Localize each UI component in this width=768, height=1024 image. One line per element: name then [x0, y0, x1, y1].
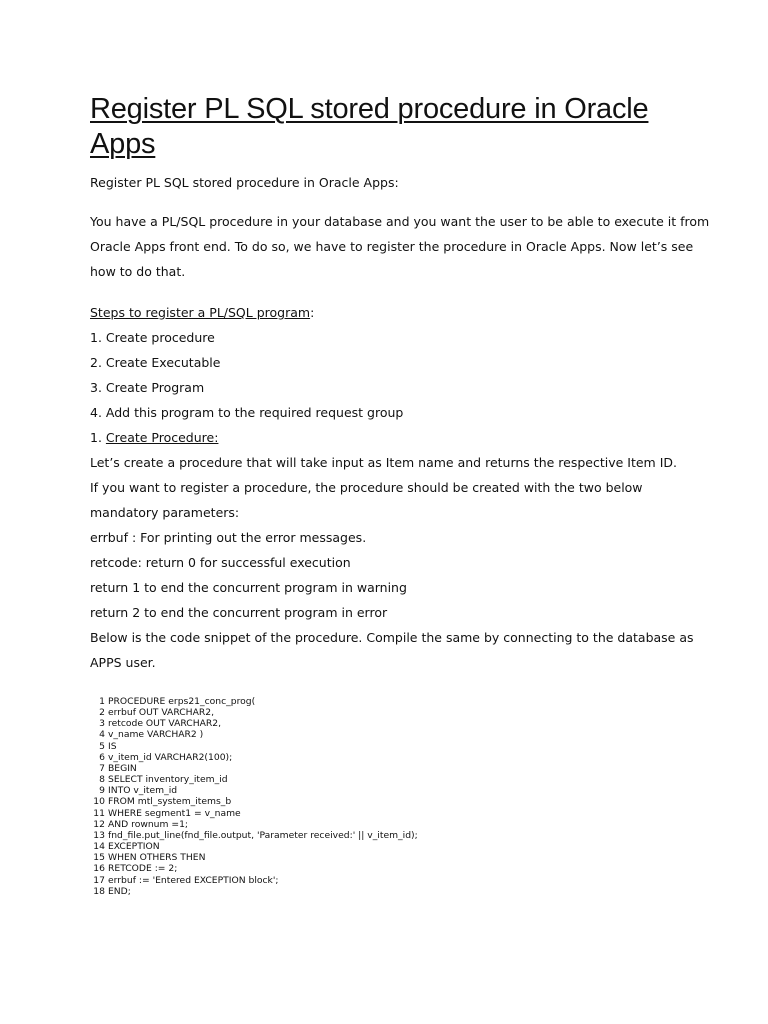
line-number: 1	[99, 696, 105, 707]
list-item: 1. Create procedure	[90, 330, 215, 345]
code-text: INTO v_item_id	[108, 785, 178, 797]
list-item: 2. Create Executable	[90, 355, 221, 370]
code-line	[91, 741, 710, 752]
subtitle: Register PL SQL stored procedure in Oracle Apps:	[90, 175, 399, 190]
section-number: 1.	[90, 430, 106, 445]
line-number: 3	[99, 718, 105, 730]
body-line: Below is the code snippet of the procedure. Compile the same by connecting to the database as APPS user.	[90, 630, 694, 670]
line-number: 12	[93, 818, 105, 830]
code-text: fnd_file.put_line(fnd_file.output, 'Parameter received:' || v_item_id);	[108, 829, 418, 841]
code-line	[91, 718, 710, 729]
code-text: WHEN OTHERS THEN	[108, 852, 206, 864]
body-line: If you want to register a procedure, the procedure should be created with the two below mandatory parameters:	[90, 480, 643, 520]
line-number: 15	[93, 852, 105, 864]
list-item: 4. Add this program to the required request group	[90, 405, 404, 420]
line-number: 11	[93, 807, 105, 819]
code-line	[91, 808, 710, 819]
line-number: 6	[99, 751, 105, 763]
body-line: Let’s create a procedure that will take input as Item name and returns the respective Item ID.	[90, 455, 677, 470]
line-number: 5	[99, 740, 105, 752]
section-body	[90, 450, 710, 675]
code-text: retcode OUT VARCHAR2,	[108, 718, 222, 730]
code-line	[91, 785, 710, 796]
code-line	[91, 863, 710, 874]
line-number: 4	[99, 729, 105, 741]
document-page	[90, 92, 710, 897]
code-text: SELECT inventory_item_id	[108, 774, 228, 786]
line-number: 8	[99, 774, 105, 786]
code-line	[91, 819, 710, 830]
body-line: return 2 to end the concurrent program in error	[90, 605, 388, 620]
steps-heading-colon: :	[310, 305, 315, 320]
line-number: 7	[99, 762, 105, 774]
code-line	[91, 830, 710, 841]
code-text: v_item_id VARCHAR2(100);	[108, 751, 233, 763]
code-text: PROCEDURE erps21_conc_prog(	[108, 696, 256, 707]
line-number: 9	[99, 785, 105, 797]
section-heading	[90, 425, 710, 450]
line-number: 17	[93, 874, 105, 886]
code-snippet	[91, 696, 710, 897]
line-number: 2	[99, 707, 105, 719]
steps-heading-text: Steps to register a PL/SQL program	[90, 305, 311, 320]
code-line	[91, 752, 710, 763]
code-text: FROM mtl_system_items_b	[108, 796, 232, 808]
code-text: RETCODE := 2;	[108, 863, 178, 875]
code-line	[91, 707, 710, 718]
code-text: errbuf := 'Entered EXCEPTION block';	[108, 874, 279, 886]
code-text: IS	[108, 740, 117, 752]
code-text: EXCEPTION	[108, 841, 160, 853]
list-item: 3. Create Program	[90, 380, 205, 395]
code-text: BEGIN	[108, 762, 137, 774]
body-line: retcode: return 0 for successful execution	[90, 555, 351, 570]
code-line	[91, 852, 710, 863]
code-line	[91, 729, 710, 740]
code-text: errbuf OUT VARCHAR2,	[108, 707, 215, 719]
code-line	[91, 696, 710, 707]
intro-paragraph: You have a PL/SQL procedure in your database and you want the user to be able to execute it from Oracle Apps front end. To do so, we have to register the procedure in Oracle Apps. Now let’s see how to do that.	[90, 214, 710, 279]
code-line	[91, 763, 710, 774]
code-text: AND rownum =1;	[108, 818, 189, 830]
body-line: errbuf : For printing out the error messages.	[90, 530, 367, 545]
code-line	[91, 774, 710, 785]
steps-heading	[90, 300, 710, 325]
line-number: 10	[93, 796, 105, 808]
code-line	[91, 796, 710, 807]
line-number: 13	[93, 829, 105, 841]
body-line: return 1 to end the concurrent program in warning	[90, 580, 407, 595]
steps-list	[90, 325, 710, 425]
code-line	[91, 875, 710, 886]
line-number: 16	[93, 863, 105, 875]
code-text: v_name VARCHAR2 )	[108, 729, 204, 741]
code-text: END;	[108, 885, 131, 897]
code-line	[91, 841, 710, 852]
code-line	[91, 886, 710, 897]
line-number: 18	[93, 885, 105, 897]
page-title: Register PL SQL stored procedure in Oracle Apps	[90, 93, 649, 160]
line-number: 14	[93, 841, 105, 853]
section-heading-text: Create Procedure:	[105, 430, 219, 445]
code-text: WHERE segment1 = v_name	[108, 807, 241, 819]
